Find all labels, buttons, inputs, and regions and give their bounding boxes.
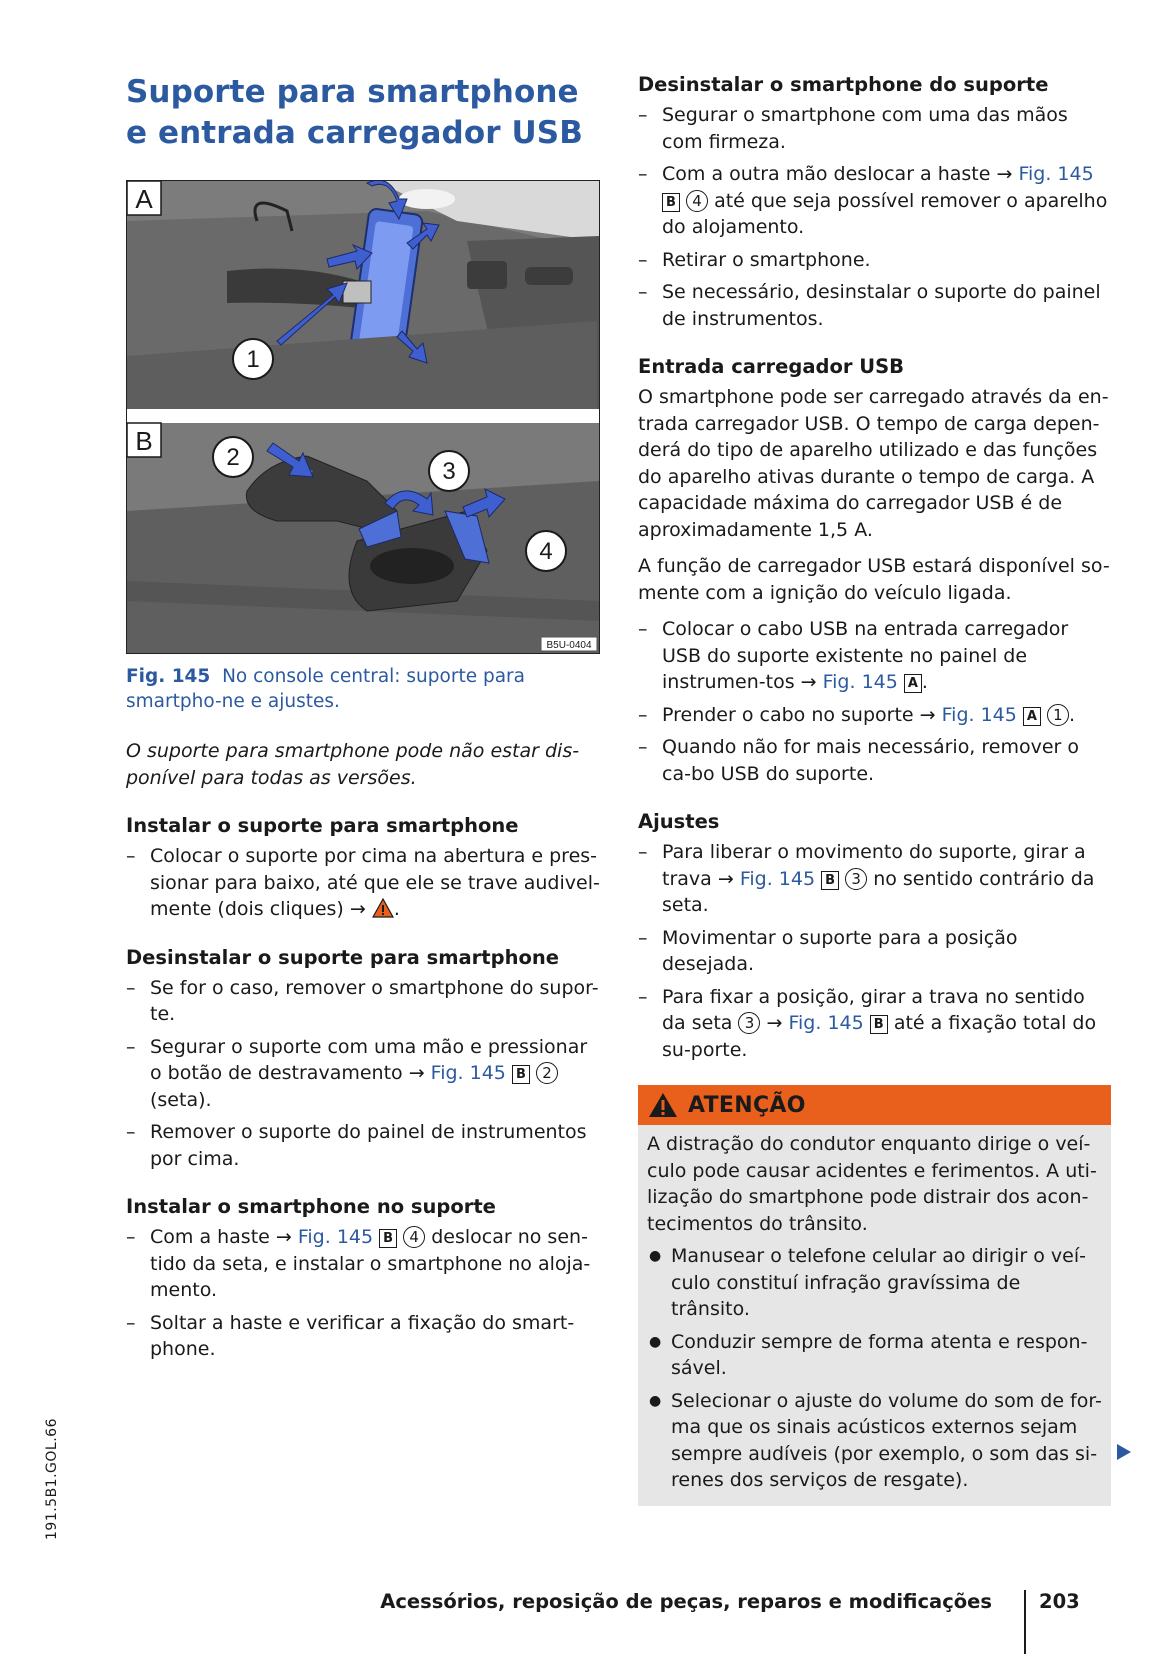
callout-3-ref: 3 <box>738 1012 760 1034</box>
figure-illustration <box>127 181 599 653</box>
callout-3-ref: 3 <box>845 868 867 890</box>
letter-b-box: B <box>662 193 680 212</box>
heading-install-phone: Instalar o smartphone no suporte <box>126 1195 496 1218</box>
list-item: – Colocar o suporte por cima na abertura e pres-sionar para baixo, até que ele se trave audivel-mente (dois cliques) → . <box>126 843 602 923</box>
list-item: ● Manusear o telefone celular ao dirigir o veí-culo constituí infração gravíssima de trânsito. <box>647 1243 1103 1323</box>
list-install-phone <box>126 1224 602 1363</box>
letter-b-box: B <box>821 871 839 890</box>
attention-box <box>638 1085 1111 1506</box>
letter-a-box: A <box>1023 707 1041 726</box>
fig-link[interactable]: Fig. 145 <box>788 1012 864 1034</box>
callout-2-ref: 2 <box>536 1062 558 1084</box>
callout-2: 2 <box>226 444 240 471</box>
list-item: – Quando não for mais necessário, remover o ca-bo USB do suporte. <box>638 734 1111 787</box>
attention-list <box>647 1243 1103 1494</box>
callout-3: 3 <box>442 458 456 485</box>
figure-caption <box>126 664 602 714</box>
attention-body <box>638 1125 1111 1506</box>
list-item: – Se for o caso, remover o smartphone do supor-te. <box>126 975 602 1028</box>
fig-link[interactable]: Fig. 145 <box>941 703 1017 726</box>
list-item: – Movimentar o suporte para a posição desejada. <box>638 925 1111 978</box>
figure-code: B5U-0404 <box>546 640 592 651</box>
list-install-holder <box>126 843 602 923</box>
continue-arrow-icon <box>1117 1444 1131 1460</box>
page-title: Suporte para smartphone e entrada carregador USB <box>126 74 583 151</box>
letter-a-box: A <box>904 674 922 693</box>
list-item: – Segurar o smartphone com uma das mãos com firmeza. <box>638 102 1111 155</box>
page-number: 203 <box>1039 1590 1080 1613</box>
panel-a-label: A <box>135 184 153 214</box>
callout-1-ref: 1 <box>1047 704 1069 726</box>
fig-link[interactable]: Fig. 145 <box>1018 163 1094 185</box>
list-item: – Prender o cabo no suporte → Fig. 145 A 1 . <box>638 702 1111 729</box>
list-item: ● Selecionar o ajuste do volume do som de for-ma que os sinais acústicos externos sejam sempre audíveis (por exemplo, o som das si-renes dos serviços de resgate). <box>647 1388 1103 1494</box>
usb-paragraph-2: A função de carregador USB estará disponível so-mente com a ignição do veículo ligada. <box>638 555 1110 604</box>
left-column <box>126 72 602 1369</box>
list-ajustes <box>638 839 1111 1063</box>
list-item: – Segurar o suporte com uma mão e pressionar o botão de destravamento → Fig. 145 B 2 (seta). <box>126 1034 602 1114</box>
list-item: – Com a outra mão deslocar a haste → Fig. 145 B 4 até que seja possível remover o aparelho do alojamento. <box>638 161 1111 241</box>
footer-divider <box>1024 1590 1026 1654</box>
list-item: – Colocar o cabo USB na entrada carregador USB do suporte existente no painel de instrumen-tos → Fig. 145 A . <box>638 616 1111 696</box>
footer-chapter: Acessórios, reposição de peças, reparos e modificações <box>380 1590 992 1613</box>
callout-1: 1 <box>246 346 260 373</box>
list-item: – Remover o suporte do painel de instrumentos por cima. <box>126 1119 602 1172</box>
list-usb <box>638 616 1111 787</box>
warning-icon <box>648 1092 678 1118</box>
fig-link[interactable]: Fig. 145 <box>822 671 898 693</box>
letter-b-box: B <box>379 1229 397 1248</box>
callout-4-ref: 4 <box>403 1226 425 1248</box>
fig-link[interactable]: Fig. 145 <box>739 867 816 890</box>
heading-uninstall-phone: Desinstalar o smartphone do suporte <box>638 73 1049 96</box>
right-column <box>638 72 1111 1506</box>
list-item: – Se necessário, desinstalar o suporte do painel de instrumentos. <box>638 279 1111 332</box>
document-code: 191.5B1.GOL.66 <box>44 1418 60 1540</box>
availability-note: O suporte para smartphone pode não estar dis-ponível para todas as versões. <box>126 740 580 789</box>
list-item: – Soltar a haste e verificar a fixação do smart-phone. <box>126 1310 602 1363</box>
heading-uninstall-holder: Desinstalar o suporte para smartphone <box>126 945 559 969</box>
heading-ajustes: Ajustes <box>638 810 720 833</box>
panel-b-label: B <box>135 426 153 456</box>
list-uninstall-phone <box>638 102 1111 332</box>
caption-text: No console central: suporte para smartpho-ne e ajustes. <box>126 666 525 712</box>
list-uninstall-holder <box>126 975 602 1173</box>
callout-4-ref: 4 <box>686 190 708 212</box>
list-item: ● Conduzir sempre de forma atenta e respon-sável. <box>647 1329 1103 1382</box>
list-item: – Para liberar o movimento do suporte, girar a trava → Fig. 145 B 3 no sentido contrário da seta. <box>638 839 1111 919</box>
caption-label: Fig. 145 <box>126 666 211 687</box>
usb-paragraph-1: O smartphone pode ser carregado através da en-trada carregador USB. O tempo de carga depen-derá do tipo de aparelho utilizado e das funções do aparelho ativas durante o tempo de carga. A capacidade máxima do carregador USB é de aproximadamente 1,5 A. <box>638 386 1109 541</box>
list-item: – Para fixar a posição, girar a trava no sentido da seta 3 → Fig. 145 B até a fixação total do su-porte. <box>638 984 1111 1064</box>
fig-link[interactable]: Fig. 145 <box>297 1226 374 1248</box>
callout-4: 4 <box>539 538 553 565</box>
attention-intro: A distração do condutor enquanto dirige o veí-culo pode causar acidentes e ferimentos. A uti-lização do smartphone pode distrair dos acon-tecimentos do trânsito. <box>647 1133 1097 1235</box>
warning-icon[interactable] <box>372 898 394 918</box>
letter-b-box: B <box>870 1015 888 1034</box>
fig-link[interactable]: Fig. 145 <box>430 1062 506 1084</box>
heading-usb: Entrada carregador USB <box>638 355 905 378</box>
letter-b-box: B <box>512 1065 530 1084</box>
list-item: – Retirar o smartphone. <box>638 247 1111 274</box>
attention-label: ATENÇÃO <box>688 1092 806 1118</box>
attention-header <box>638 1085 1111 1125</box>
figure-145 <box>126 180 600 654</box>
heading-install-holder: Instalar o suporte para smartphone <box>126 814 519 837</box>
list-item: – Com a haste → Fig. 145 B 4 deslocar no sen-tido da seta, e instalar o smartphone no aloja-mento. <box>126 1224 602 1304</box>
